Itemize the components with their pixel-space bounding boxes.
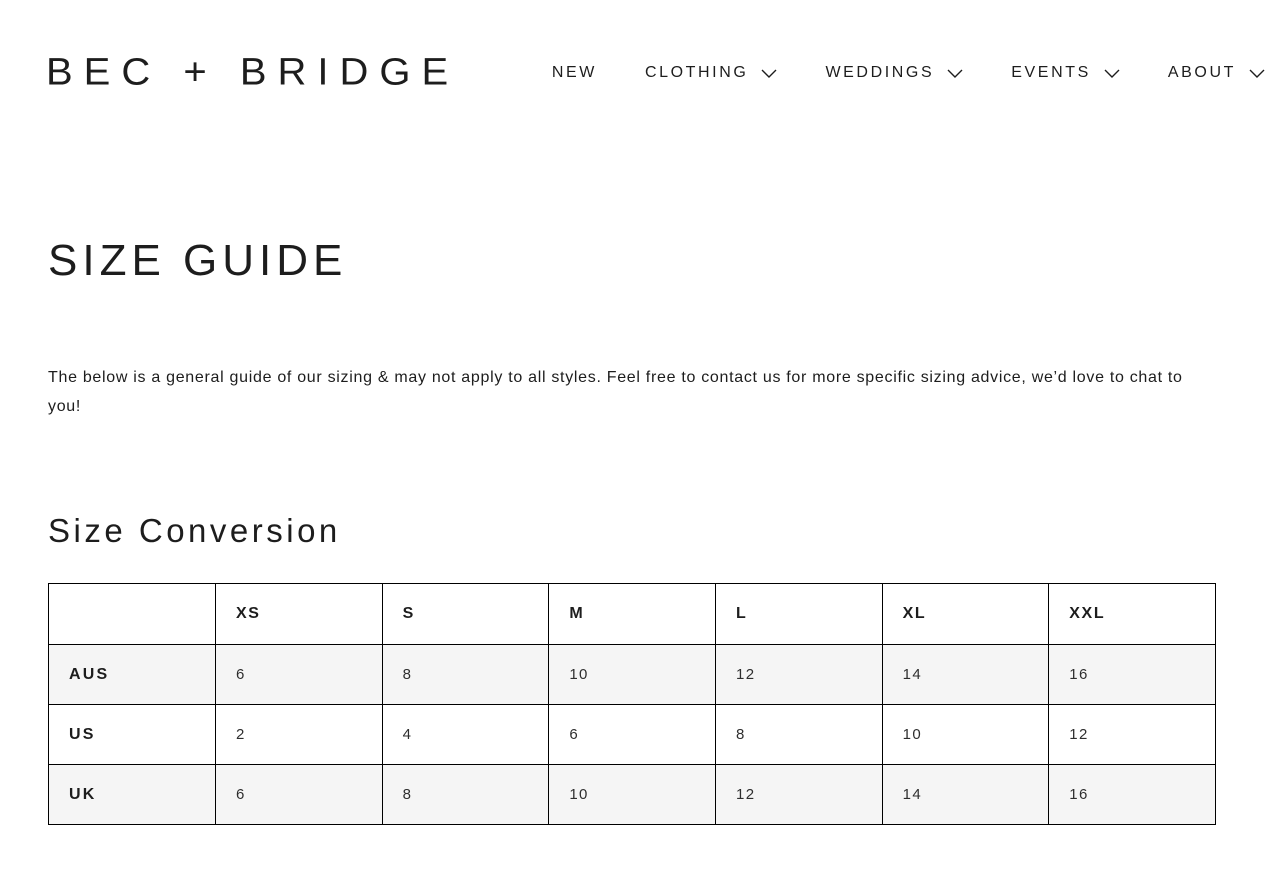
table-row-aus: [49, 645, 1216, 705]
cell-value: 14: [882, 765, 1049, 825]
cell-value: 4: [382, 705, 549, 765]
size-conversion-table: [48, 583, 1216, 825]
cell-value: 8: [382, 645, 549, 705]
chevron-down-icon: [1104, 69, 1120, 78]
header-cell-blank: [49, 584, 216, 645]
table-row-uk: [49, 765, 1216, 825]
nav-item-label: EVENTS: [1011, 63, 1091, 81]
cell-value: 16: [1049, 645, 1216, 705]
chevron-down-icon: [1249, 69, 1265, 78]
header-cell-xxl: XXL: [1049, 584, 1216, 645]
row-label: US: [49, 705, 216, 765]
chevron-down-icon: [761, 69, 777, 78]
cell-value: 10: [549, 765, 716, 825]
cell-value: 8: [382, 765, 549, 825]
intro-text: The below is a general guide of our sizing & may not apply to all styles. Feel free to contact us for more specific sizing advice, we’d love to chat to you!: [48, 369, 1183, 415]
chevron-down-icon: [947, 69, 963, 78]
cell-value: 12: [1049, 705, 1216, 765]
cell-value: 6: [216, 645, 383, 705]
nav-item-about[interactable]: [1168, 64, 1265, 82]
cell-value: 10: [882, 705, 1049, 765]
site-header: [0, 0, 1279, 95]
section-heading: Size Conversion: [48, 512, 341, 549]
header-cell-m: M: [549, 584, 716, 645]
nav-item-clothing[interactable]: [645, 64, 777, 82]
page-title: SIZE GUIDE: [48, 236, 348, 285]
size-table-body: [49, 645, 1216, 825]
table-row-us: [49, 705, 1216, 765]
cell-value: 12: [715, 645, 882, 705]
cell-value: 10: [549, 645, 716, 705]
cell-value: 2: [216, 705, 383, 765]
nav-item-label: WEDDINGS: [825, 63, 935, 81]
cell-value: 14: [882, 645, 1049, 705]
header-cell-xl: XL: [882, 584, 1049, 645]
main-nav: [552, 64, 1265, 82]
cell-value: 6: [216, 765, 383, 825]
header-cell-s: S: [382, 584, 549, 645]
row-label: UK: [49, 765, 216, 825]
row-label: AUS: [49, 645, 216, 705]
main-content: [0, 236, 1279, 825]
nav-item-new[interactable]: [552, 64, 597, 82]
header-cell-xs: XS: [216, 584, 383, 645]
nav-item-weddings[interactable]: [825, 64, 963, 82]
header-row: [49, 584, 1216, 645]
brand-logo[interactable]: BEC + BRIDGE: [46, 50, 460, 94]
cell-value: 8: [715, 705, 882, 765]
nav-item-label: ABOUT: [1167, 63, 1236, 81]
size-table-head: [49, 584, 1216, 645]
cell-value: 6: [549, 705, 716, 765]
nav-item-label: CLOTHING: [644, 63, 749, 81]
header-cell-l: L: [715, 584, 882, 645]
cell-value: 16: [1049, 765, 1216, 825]
cell-value: 12: [715, 765, 882, 825]
nav-item-label: NEW: [551, 63, 597, 81]
nav-item-events[interactable]: [1011, 64, 1120, 82]
